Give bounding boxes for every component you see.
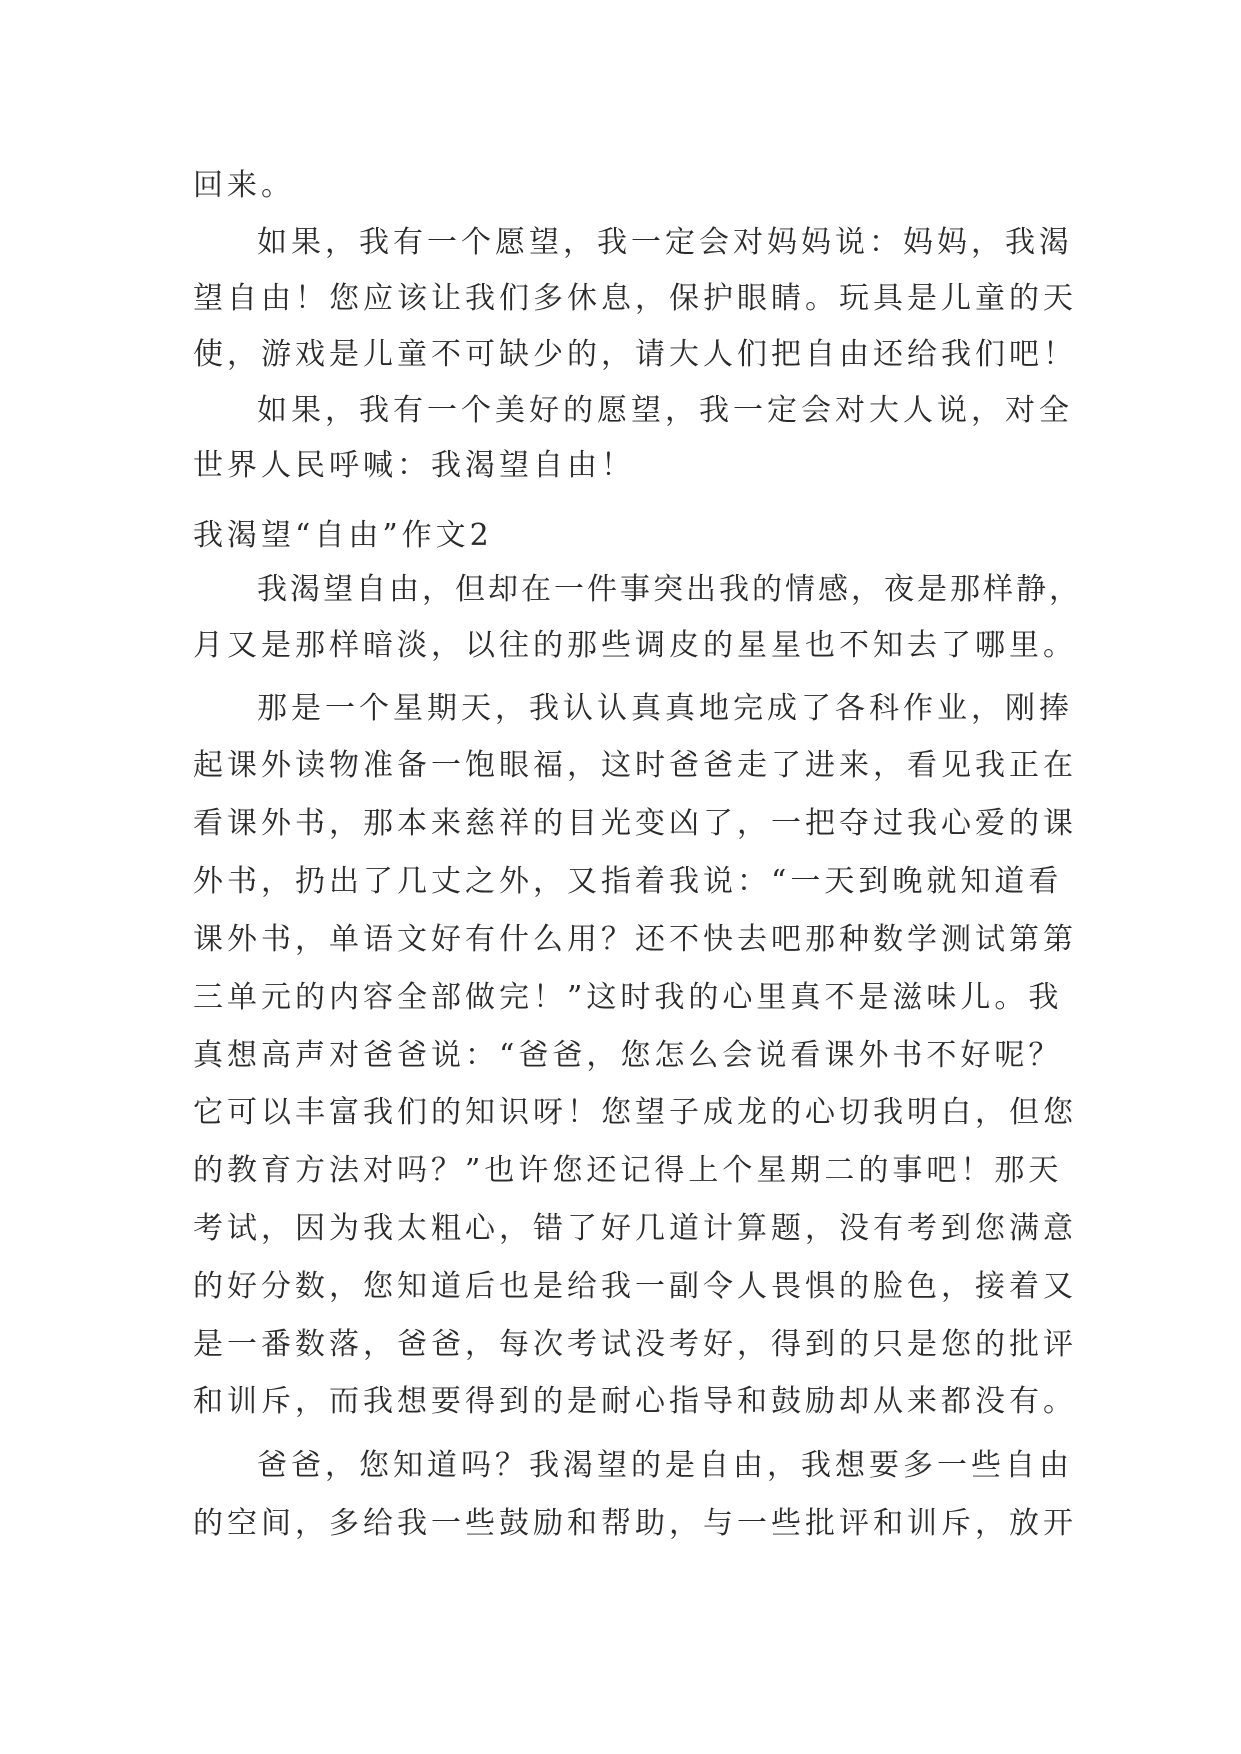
section-heading: 我渴望“自由”作文2: [193, 518, 493, 553]
body-text-line: 课外书，单语文好有什么用？还不快去吧那种数学测试第第: [193, 922, 1077, 957]
body-text-line: 是一番数落，爸爸，每次考试没考好，得到的只是您的批评: [193, 1327, 1077, 1362]
body-text-line: 三单元的内容全部做完！”这时我的心里真不是滋味儿。我: [193, 980, 1063, 1015]
paragraph-text-line: 如果，我有一个美好的愿望，我一定会对大人说，对全: [257, 393, 1073, 428]
body-text-line: 它可以丰富我们的知识呀！您望子成龙的心切我明白，但您: [193, 1095, 1077, 1130]
body-text-line: 望自由！您应该让我们多休息，保护眼睛。玩具是儿童的天: [193, 281, 1077, 316]
body-text-line: 月又是那样暗淡，以往的那些调皮的星星也不知去了哪里。: [193, 628, 1077, 663]
body-text-line: 外书，扔出了几丈之外，又指着我说：“一天到晚就知道看: [193, 864, 1063, 899]
body-text-line: 的空间，多给我一些鼓励和帮助，与一些批评和训斥，放开: [193, 1506, 1077, 1541]
body-text-line: 世界人民呼喊：我渴望自由！: [193, 448, 635, 483]
body-text-line: 使，游戏是儿童不可缺少的，请大人们把自由还给我们吧！: [193, 337, 1077, 372]
paragraph-text-line: 那是一个星期天，我认认真真地完成了各科作业，刚捧: [257, 691, 1073, 726]
body-text-line: 的好分数，您知道后也是给我一副令人畏惧的脸色，接着又: [193, 1269, 1077, 1304]
body-text-line: 的教育方法对吗？”也许您还记得上个星期二的事吧！那天: [193, 1153, 1063, 1188]
body-text-line: 和训斥，而我想要得到的是耐心指导和鼓励却从来都没有。: [193, 1384, 1077, 1419]
body-text-line: 回来。: [193, 168, 295, 203]
body-text-line: 看课外书，那本来慈祥的目光变凶了，一把夺过我心爱的课: [193, 806, 1077, 841]
body-text-line: 起课外读物准备一饱眼福，这时爸爸走了进来，看见我正在: [193, 748, 1077, 783]
paragraph-text-line: 爸爸，您知道吗？我渴望的是自由，我想要多一些自由: [257, 1448, 1073, 1483]
paragraph-text-line: 如果，我有一个愿望，我一定会对妈妈说：妈妈，我渴: [257, 225, 1073, 260]
body-text-line: 真想高声对爸爸说：“爸爸，您怎么会说看课外书不好呢？: [193, 1038, 1063, 1073]
body-text-line: 考试，因为我太粗心，错了好几道计算题，没有考到您满意: [193, 1211, 1077, 1246]
paragraph-text-line: 我渴望自由，但却在一件事突出我的情感，夜是那样静，: [257, 572, 1082, 607]
